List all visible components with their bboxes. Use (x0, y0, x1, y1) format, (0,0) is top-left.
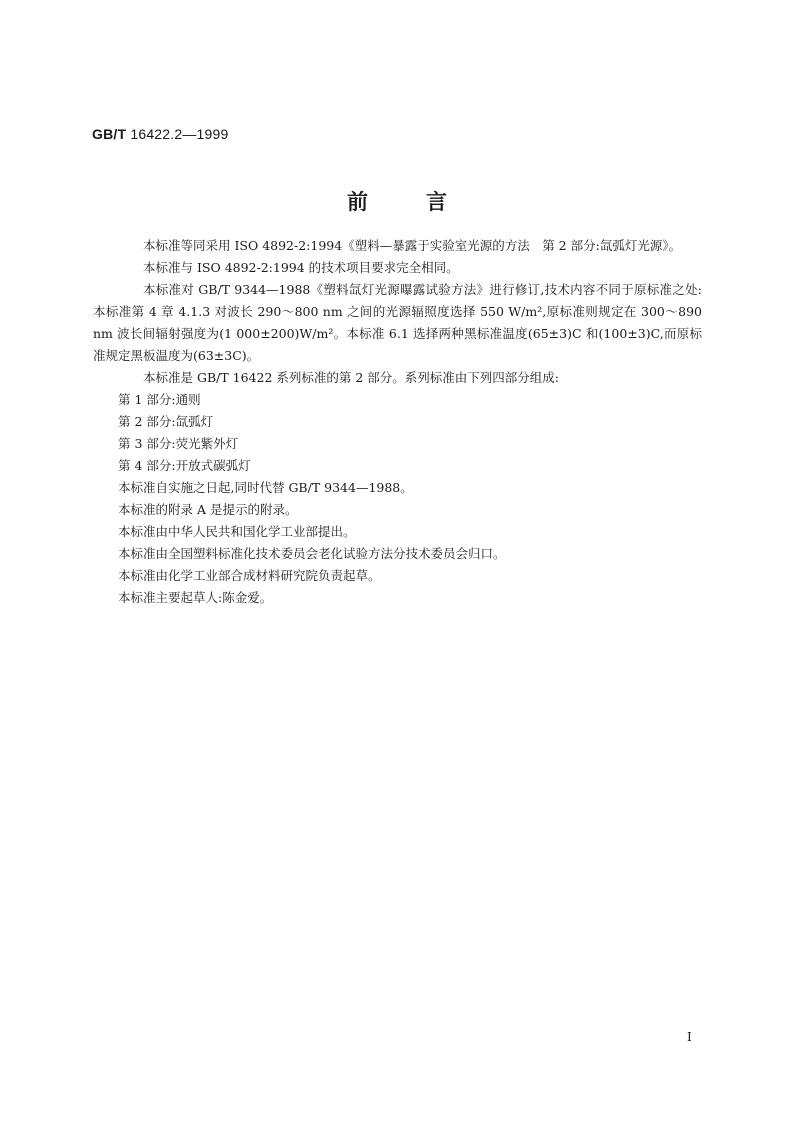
standard-prefix: GB/T (92, 126, 127, 142)
paragraph-supersedes: 本标准自实施之日起,同时代替 GB/T 9344—1988。 (118, 480, 413, 495)
paragraph-technical-committee: 本标准由全国塑料标准化技术委员会老化试验方法分技术委员会归口。 (118, 546, 506, 561)
paragraph-annex: 本标准的附录 A 是提示的附录。 (118, 502, 298, 517)
paragraph-revision: 本标准对 GB/T 9344—1988《塑料氙灯光源曝露试验方法》进行修订,技术内容不同于原标准之处:本标准第 4 章 4.1.3 对波长 290～800 nm 之间的光源辐照度选择 550 W/m²,原标准则规定在 300～890 nm 波长间辐射强度为(1 000±200)W/m²。本标准 6.1 选择两种黑标准温度(65±3)C 和(100±3)C,而原标准规定黑板温度为(63±3C)。 (93, 282, 702, 363)
standard-number: 16422.2—1999 (130, 126, 229, 142)
list-item-part-4: 第 4 部分:开放式碳弧灯 (118, 458, 251, 473)
paragraph-requirements: 本标准与 ISO 4892-2:1994 的技术项目要求完全相同。 (143, 260, 459, 275)
paragraph-adoption: 本标准等同采用 ISO 4892-2:1994《塑料—暴露于实验室光源的方法 第 2 部分:氙弧灯光源》。 (143, 238, 682, 253)
list-item-part-2: 第 2 部分:氙弧灯 (118, 414, 214, 429)
page-number: I (687, 1030, 692, 1044)
page-title: 前言 (347, 190, 505, 214)
paragraph-drafting-org: 本标准由化学工业部合成材料研究院负责起草。 (118, 568, 381, 583)
paragraph-drafter: 本标准主要起草人:陈金爱。 (118, 590, 273, 605)
list-item-part-1: 第 1 部分:通则 (118, 392, 201, 407)
standard-code (92, 126, 229, 142)
paragraph-proposed-by: 本标准由中华人民共和国化学工业部提出。 (118, 524, 356, 539)
list-item-part-3: 第 3 部分:荧光紫外灯 (118, 436, 239, 451)
paragraph-series: 本标准是 GB/T 16422 系列标准的第 2 部分。系列标准由下列四部分组成: (143, 370, 560, 385)
foreword-body (93, 235, 702, 609)
